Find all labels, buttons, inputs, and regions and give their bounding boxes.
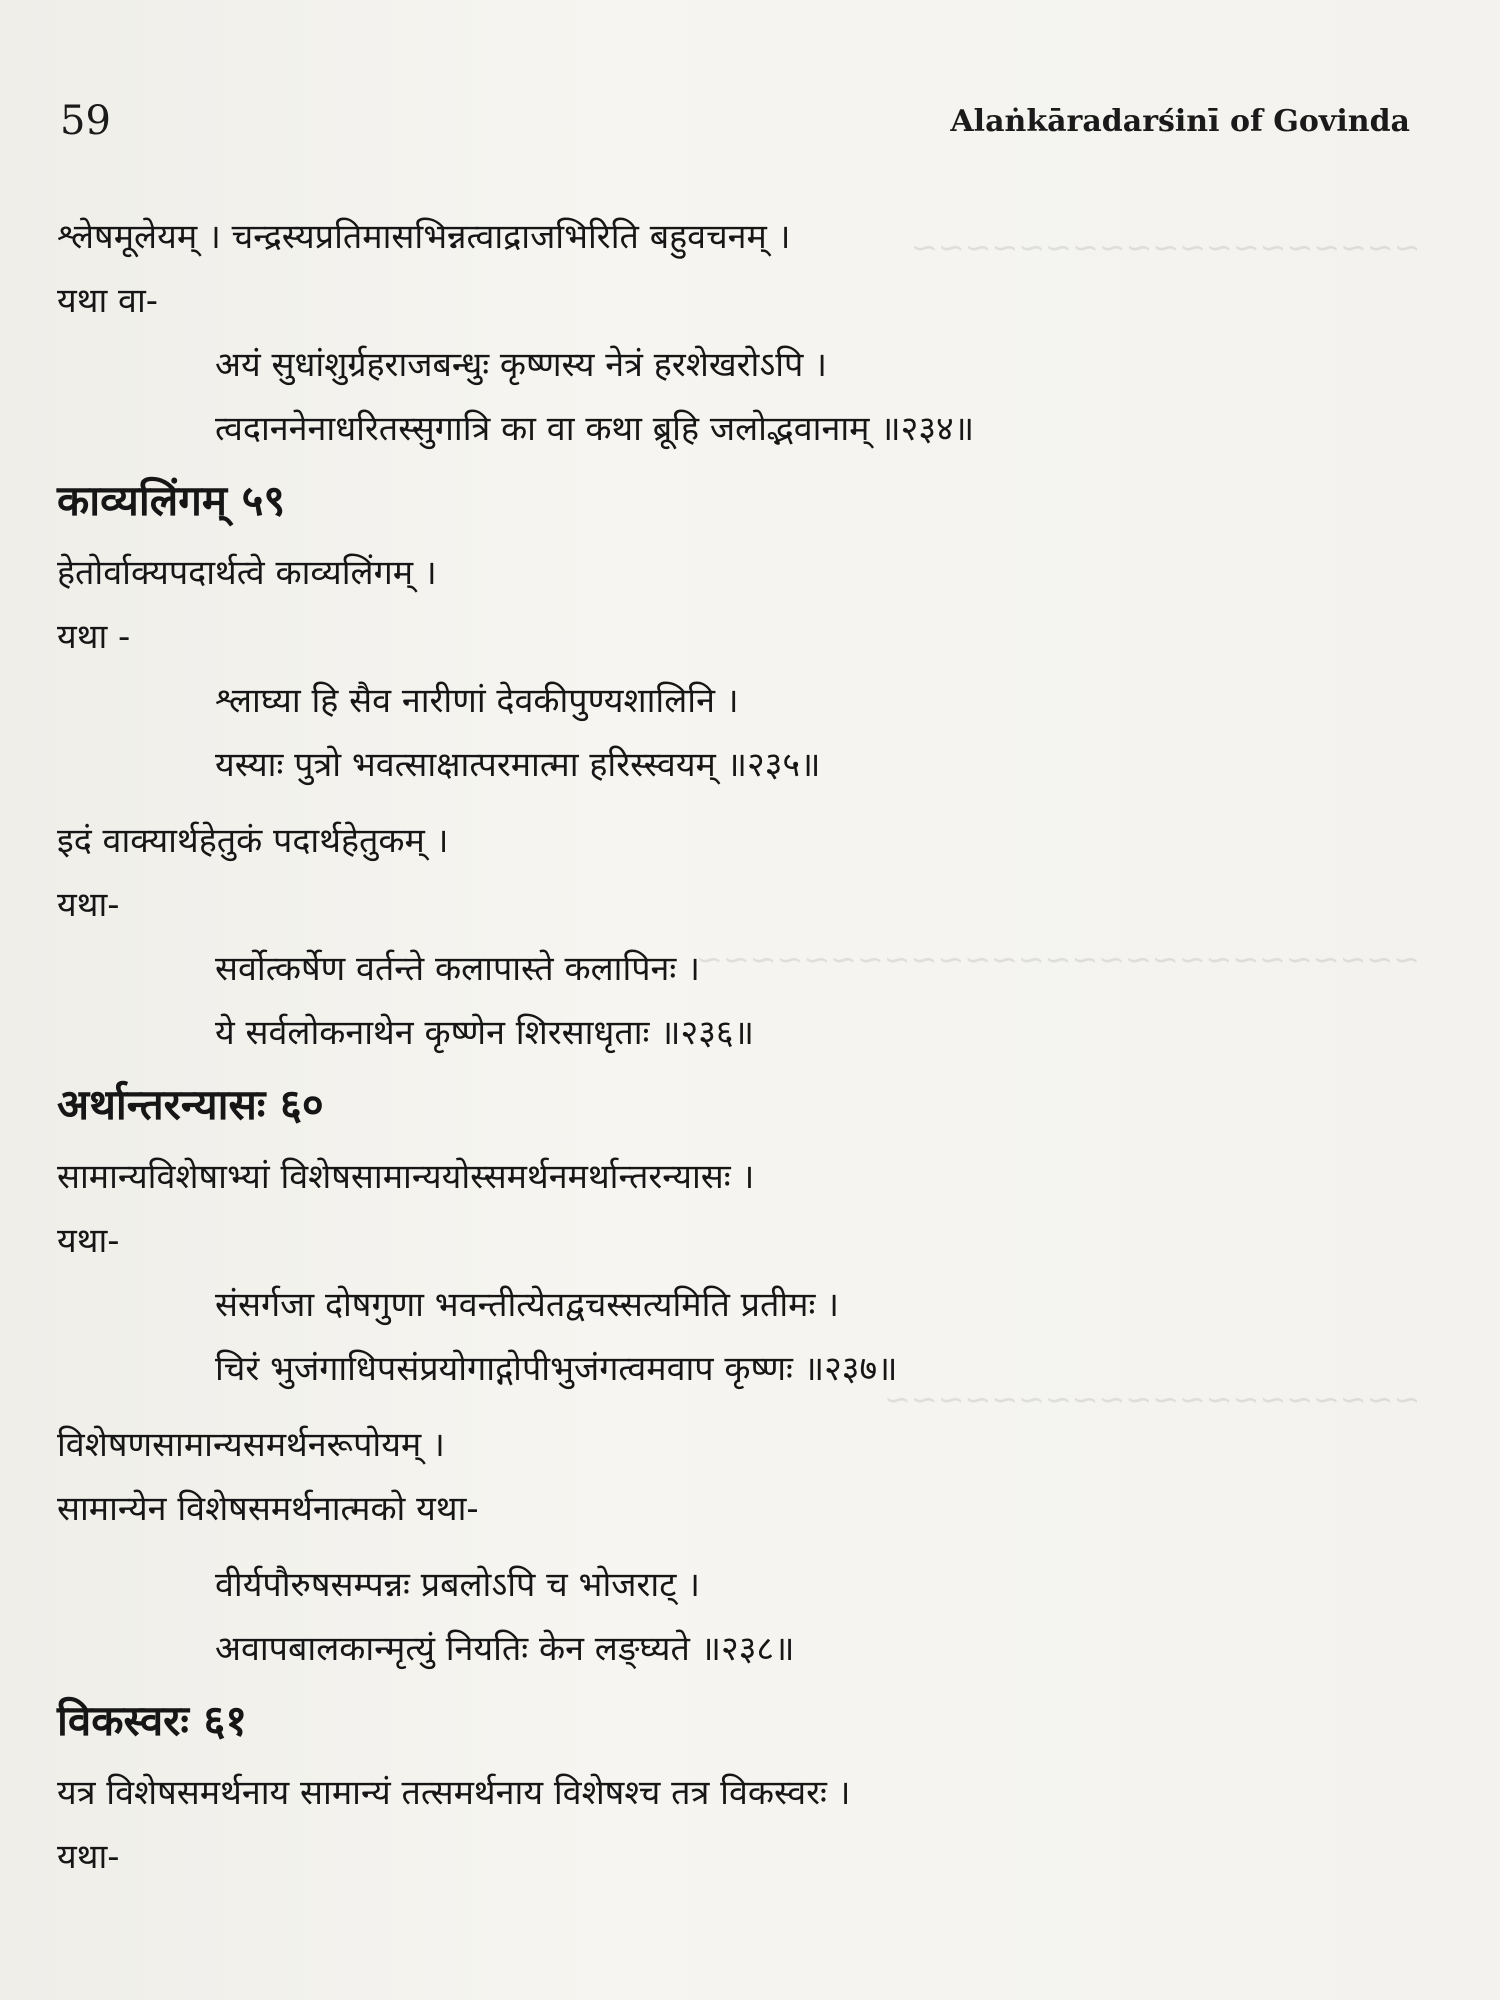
text-line: यथा- (57, 1837, 120, 1877)
text-line: यथा वा- (57, 281, 159, 321)
running-title: Alaṅkāradarśinī of Govinda (950, 104, 1410, 139)
verse-line: श्लाघ्या हि सैव नारीणां देवकीपुण्यशालिनि । (215, 681, 739, 721)
text-line: सामान्येन विशेषसमर्थनात्मको यथा- (57, 1489, 479, 1529)
section-heading: अर्थान्तरन्यासः ६० (57, 1080, 324, 1129)
section-heading: काव्यलिंगम् ५९ (57, 476, 286, 525)
text-line: यथा- (57, 885, 120, 925)
verse-line: चिरं भुजंगाधिपसंप्रयोगाद्गोपीभुजंगत्वमवाप कृष्णः ॥२३७॥ (215, 1349, 898, 1389)
text-line: यथा- (57, 1221, 120, 1261)
text-line: सामान्यविशेषाभ्यां विशेषसामान्ययोस्समर्थनमर्थान्तरन्यासः । (57, 1157, 755, 1197)
verse-line: अयं सुधांशुर्ग्रहराजबन्धुः कृष्णस्य नेत्रं हरशेखरोऽपि । (215, 345, 828, 385)
verse-line: यस्याः पुत्रो भवत्साक्षात्परमात्मा हरिस्स्वयम् ॥२३५॥ (215, 745, 821, 785)
text-line: यथा - (57, 617, 131, 657)
text-line: श्लेषमूलेयम् । चन्द्रस्यप्रतिमासभिन्नत्वाद्राजभिरिति बहुवचनम् । (57, 217, 791, 257)
verse-line: वीर्यपौरुषसम्पन्नः प्रबलोऽपि च भोजराट् । (215, 1565, 701, 1605)
text-line: इदं वाक्यार्थहेतुकं पदार्थहेतुकम् । (57, 821, 449, 861)
text-line: यत्र विशेषसमर्थनाय सामान्यं तत्समर्थनाय विशेषश्च तत्र विकस्वरः । (57, 1773, 851, 1813)
verse-line: त्वदाननेनाधरितस्सुगात्रि का वा कथा ब्रूहि जलोद्भवानाम् ॥२३४॥ (215, 409, 975, 449)
section-heading: विकस्वरः ६१ (57, 1696, 248, 1745)
verse-line: ये सर्वलोकनाथेन कृष्णेन शिरसाधृताः ॥२३६॥ (215, 1013, 754, 1053)
text-line: विशेषणसामान्यसमर्थनरूपोयम् । (57, 1425, 445, 1465)
page-header (60, 98, 1410, 158)
verse-line: संसर्गजा दोषगुणा भवन्तीत्येतद्वचस्सत्यमिति प्रतीमः । (215, 1285, 840, 1325)
verse-line: अवापबालकान्मृत्युं नियतिः केन लङ्घ्यते ॥२३८॥ (215, 1629, 795, 1669)
text-line: हेतोर्वाक्यपदार्थत्वे काव्यलिंगम् । (57, 553, 437, 593)
verse-line: सर्वोत्कर्षेण वर्तन्ते कलापास्ते कलापिनः । (215, 949, 700, 989)
page-number: 59 (60, 98, 111, 144)
page-body (57, 205, 1437, 1889)
